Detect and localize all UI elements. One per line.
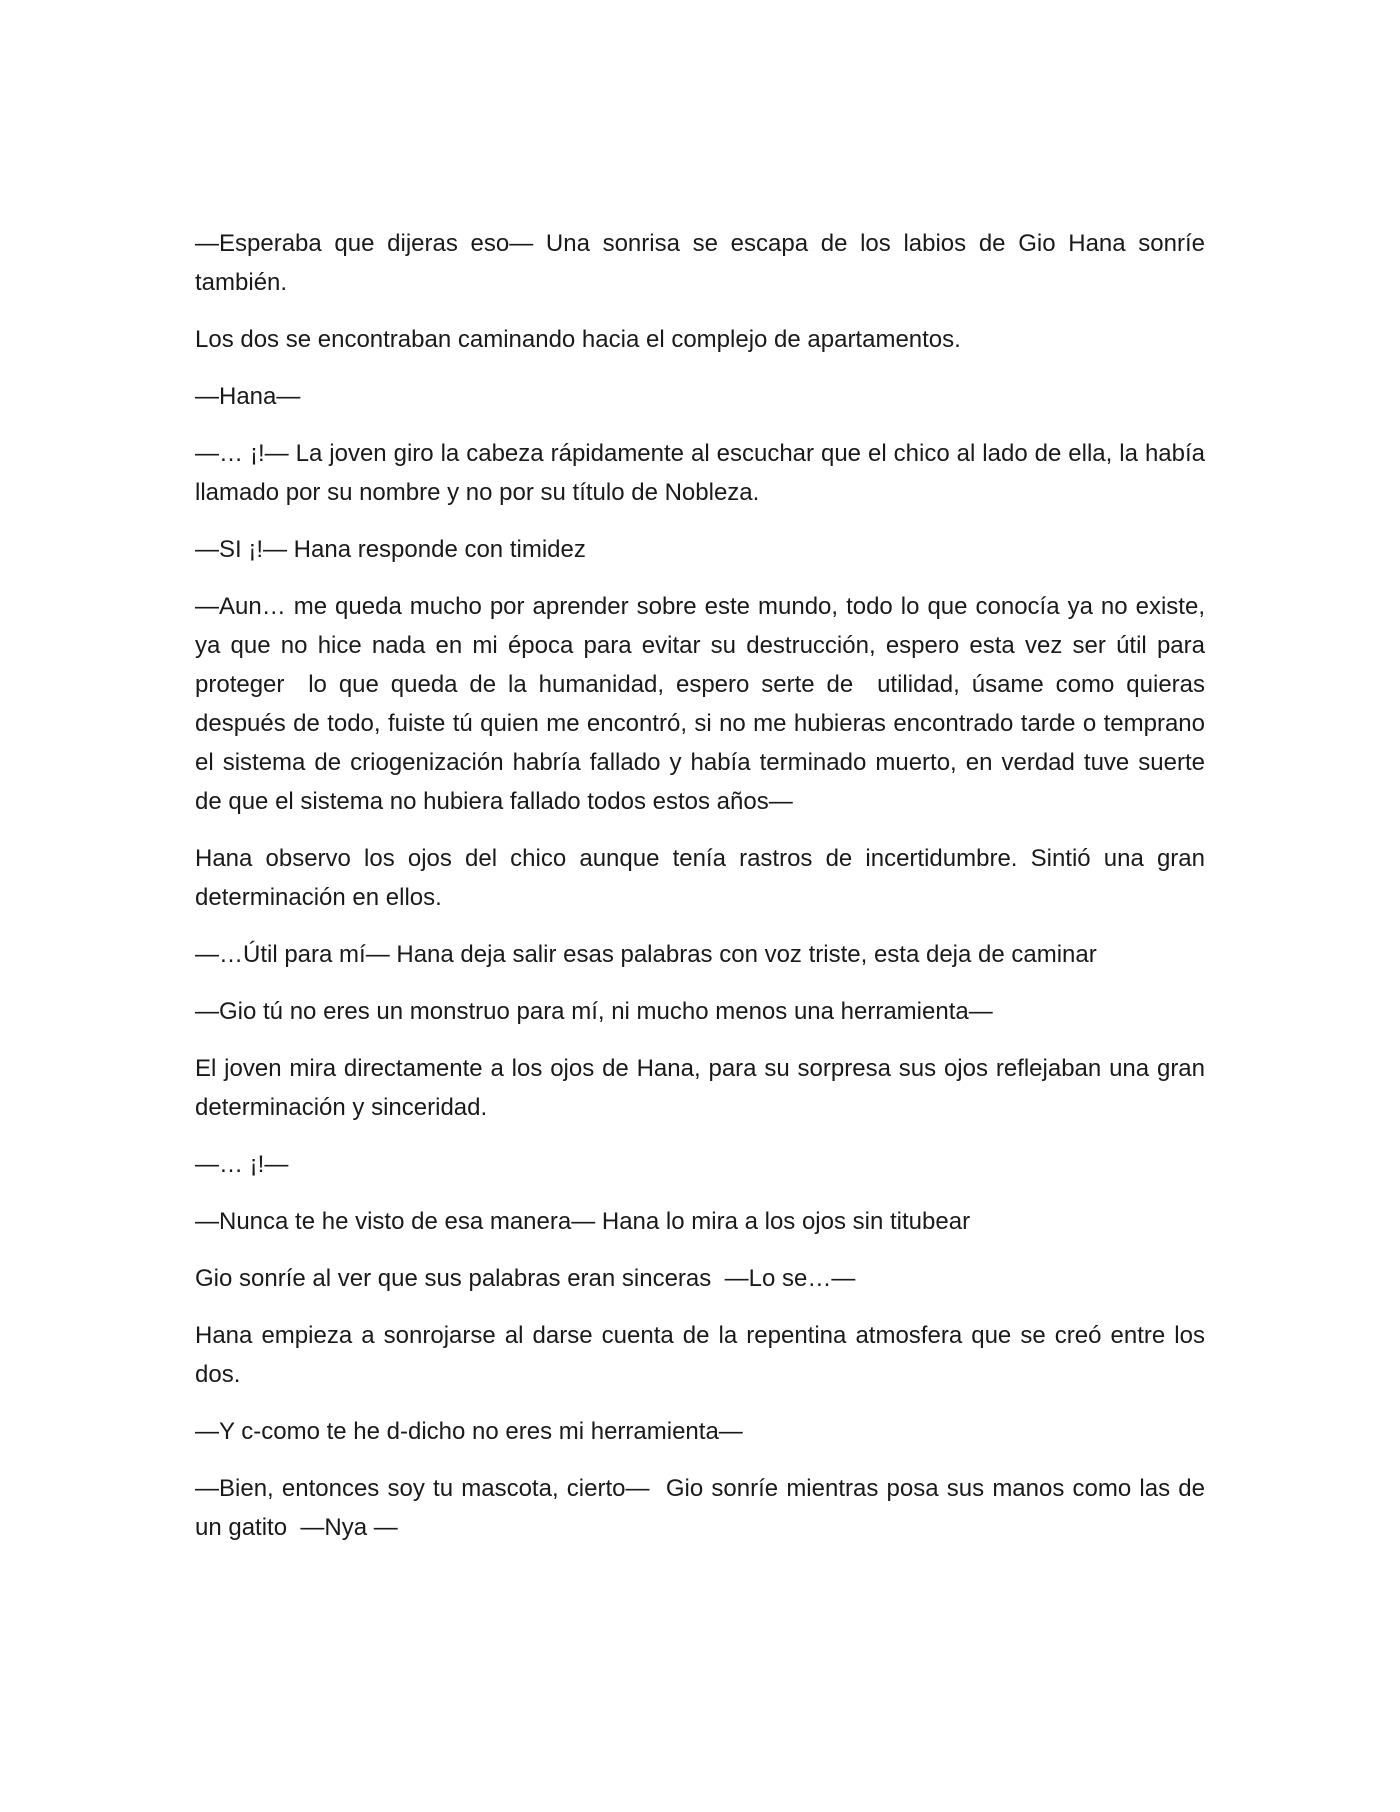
paragraph: Hana observo los ojos del chico aunque tenía rastros de incertidumbre. Sintió una gran determinación en ellos. — [195, 845, 1212, 911]
body-text — [195, 224, 1212, 1565]
paragraph: —… ¡!— La joven giro la cabeza rápidamente al escuchar que el chico al lado de ella, la había llamado por su nombre y no por su título de Nobleza. — [195, 440, 1212, 506]
paragraph: Los dos se encontraban caminando hacia el complejo de apartamentos. — [195, 326, 961, 353]
paragraph: Gio sonríe al ver que sus palabras eran sinceras —Lo se…— — [195, 1265, 856, 1292]
paragraph: —Esperaba que dijeras eso— Una sonrisa se escapa de los labios de Gio Hana sonríe también. — [195, 230, 1212, 296]
paragraph: —Aun… me queda mucho por aprender sobre este mundo, todo lo que conocía ya no existe, ya que no hice nada en mi época para evitar su destrucción, espero esta vez ser útil para proteger lo que queda de la humanidad, espero serte de utilidad, úsame como quieras después de todo, fuiste tú quien me encontró, si no me hubieras encontrado tarde o temprano el sistema de criogenización habría fallado y había terminado muerto, en verdad tuve suerte de que el sistema no hubiera fallado todos estos años— — [195, 593, 1212, 815]
paragraph: —Bien, entonces soy tu mascota, cierto— Gio sonríe mientras posa sus manos como las de un gatito —Nya — — [195, 1475, 1212, 1541]
paragraph: Hana empieza a sonrojarse al darse cuenta de la repentina atmosfera que se creó entre los dos. — [195, 1322, 1212, 1388]
paragraph: —…Útil para mí— Hana deja salir esas palabras con voz triste, esta deja de caminar — [195, 941, 1097, 968]
paragraph: —Hana— — [195, 383, 301, 410]
paragraph: —SI ¡!— Hana responde con timidez — [195, 536, 586, 563]
paragraph: El joven mira directamente a los ojos de Hana, para su sorpresa sus ojos reflejaban una gran determinación y sinceridad. — [195, 1055, 1212, 1121]
paragraph: —… ¡!— — [195, 1151, 289, 1178]
paragraph: —Y c-como te he d-dicho no eres mi herramienta— — [195, 1418, 743, 1445]
paragraph: —Nunca te he visto de esa manera— Hana lo mira a los ojos sin titubear — [195, 1208, 971, 1235]
paragraph: —Gio tú no eres un monstruo para mí, ni mucho menos una herramienta— — [195, 998, 993, 1025]
